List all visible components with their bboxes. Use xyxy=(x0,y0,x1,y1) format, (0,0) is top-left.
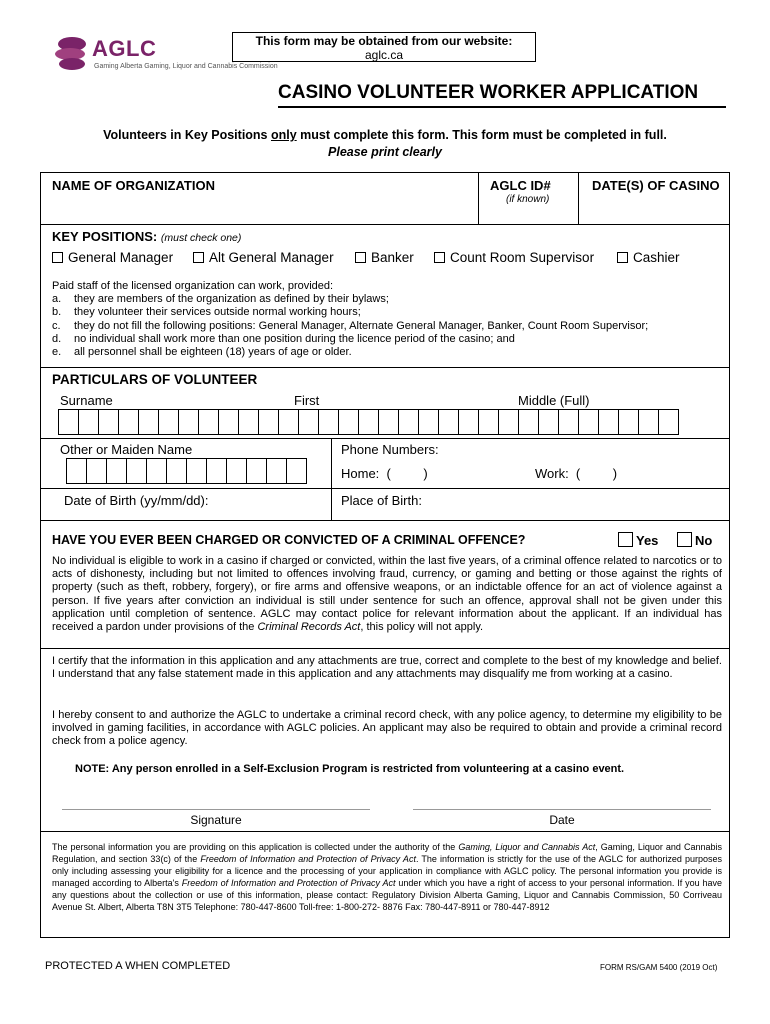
char-box[interactable] xyxy=(218,409,239,435)
signature-field[interactable] xyxy=(62,790,370,808)
char-box[interactable] xyxy=(246,458,267,484)
char-box[interactable] xyxy=(658,409,679,435)
char-box[interactable] xyxy=(178,409,199,435)
char-box[interactable] xyxy=(318,409,339,435)
volunteer-heading: PARTICULARS OF VOLUNTEER xyxy=(52,372,258,387)
kp-general-manager[interactable]: General Manager xyxy=(52,250,173,265)
pob-field[interactable]: Place of Birth: xyxy=(341,493,422,508)
kp-banker[interactable]: Banker xyxy=(355,250,414,265)
char-box[interactable] xyxy=(266,458,287,484)
char-box[interactable] xyxy=(438,409,459,435)
list-item: b. they volunteer their services outside normal working hours; xyxy=(52,306,361,319)
website-box xyxy=(232,32,536,62)
checkbox-icon[interactable] xyxy=(617,252,628,263)
form-number: FORM RS/GAM 5400 (2019 Oct) xyxy=(600,963,718,972)
char-box[interactable] xyxy=(538,409,559,435)
work-phone-field[interactable]: Work: ( ) xyxy=(535,466,618,481)
char-box[interactable] xyxy=(166,458,187,484)
list-item: c. they do not fill the following positions: General Manager, Alternate General Manager, Banker, Count Room Supervisor; xyxy=(52,319,649,332)
char-box[interactable] xyxy=(58,409,79,435)
first-label: First xyxy=(294,393,320,408)
char-box[interactable] xyxy=(638,409,659,435)
char-box[interactable] xyxy=(258,409,279,435)
list-item: d. no individual shall work more than one position during the licence period of the casino; and xyxy=(52,332,515,345)
char-box[interactable] xyxy=(98,409,119,435)
brand-name: AGLC xyxy=(92,36,157,61)
char-box[interactable] xyxy=(286,458,307,484)
char-box[interactable] xyxy=(226,458,247,484)
char-box[interactable] xyxy=(578,409,599,435)
instructions: Volunteers in Key Positions only must complete this form. This form must be completed in full. Please print clearly xyxy=(40,127,730,161)
char-box[interactable] xyxy=(146,458,167,484)
char-box[interactable] xyxy=(618,409,639,435)
dob-field[interactable]: Date of Birth (yy/mm/dd): xyxy=(64,493,209,508)
char-box[interactable] xyxy=(478,409,499,435)
website-line1: This form may be obtained from our website: xyxy=(255,34,513,48)
privacy-notice: The personal information you are providing on this application is collected under the authority of the Gaming, Liquor and Cannabis Act, Gaming, Liquor and Cannabis Regulation, and section 33(c) of the Freedom of Information and Protection of Privacy Act. The information is strictly for the use of the AGLC for authorized purposes only including assessing your eligibility for a licence and the processing of your application in compliance with AGLC policy. The personal information you provide is managed according to Alberta's Freedom of Information and Protection of Privacy Act under which you have a right of access to your personal information. If you have any questions about the collection or use of this information, please contact: Regulatory Division Alberta Gaming, Liquor and Cannabis Commission, 50 Corriveau Avenue St. Albert, Alberta T8N 3T5 Telephone: 780-447-8600 Toll-free: 1-800-272- 8876 Fax: 780-447-8911 or 780-447-8912 xyxy=(52,842,723,912)
casino-dates-label: DATE(S) OF CASINO xyxy=(592,178,720,193)
print-clearly: Please print clearly xyxy=(328,145,442,159)
checkbox-icon[interactable] xyxy=(677,532,692,547)
certify-text: I certify that the information in this application and any attachments are true, correct and complete to the best of my knowledge and belief. I understand that any false statement made in this application and any attachments may disqualify me from working at a casino. xyxy=(52,655,722,681)
aglc-id-hint: (if known) xyxy=(506,194,550,205)
name-input-boxes[interactable] xyxy=(58,409,678,435)
char-box[interactable] xyxy=(106,458,127,484)
home-phone-field[interactable]: Home: ( ) xyxy=(341,466,428,481)
date-field[interactable] xyxy=(413,790,711,808)
char-box[interactable] xyxy=(126,458,147,484)
checkbox-icon[interactable] xyxy=(355,252,366,263)
checkbox-icon[interactable] xyxy=(618,532,633,547)
checkbox-icon[interactable] xyxy=(193,252,204,263)
surname-label: Surname xyxy=(60,393,113,408)
brand-tagline: Gaming Alberta Gaming, Liquor and Cannabis Commission xyxy=(94,63,278,70)
char-box[interactable] xyxy=(138,409,159,435)
kp-count-room-supervisor[interactable]: Count Room Supervisor xyxy=(434,250,594,265)
list-item: a. they are members of the organization as defined by their bylaws; xyxy=(52,293,389,306)
char-box[interactable] xyxy=(238,409,259,435)
signature-label: Signature xyxy=(190,813,242,827)
other-name-input-boxes[interactable] xyxy=(66,458,306,484)
consent-text: I hereby consent to and authorize the AGLC to undertake a criminal record check, with any police agency, to determine my eligibility to be involved in gaming facilities, in accordance with AGLC policies. An applicant may also be required to obtain and provide a criminal record check from a police agency. xyxy=(52,709,722,748)
char-box[interactable] xyxy=(158,409,179,435)
char-box[interactable] xyxy=(598,409,619,435)
char-box[interactable] xyxy=(198,409,219,435)
char-box[interactable] xyxy=(186,458,207,484)
char-box[interactable] xyxy=(398,409,419,435)
char-box[interactable] xyxy=(298,409,319,435)
list-item: e. all personnel shall be eighteen (18) years of age or older. xyxy=(52,346,352,359)
form-title: CASINO VOLUNTEER WORKER APPLICATION xyxy=(278,82,726,108)
conditions-list xyxy=(52,280,722,359)
website-url[interactable]: aglc.ca xyxy=(364,48,404,62)
checkbox-icon[interactable] xyxy=(434,252,445,263)
char-box[interactable] xyxy=(78,409,99,435)
kp-cashier[interactable]: Cashier xyxy=(617,250,680,265)
char-box[interactable] xyxy=(518,409,539,435)
char-box[interactable] xyxy=(458,409,479,435)
char-box[interactable] xyxy=(206,458,227,484)
char-box[interactable] xyxy=(118,409,139,435)
aglc-id-field[interactable] xyxy=(482,206,574,222)
criminal-question: HAVE YOU EVER BEEN CHARGED OR CONVICTED OF A CRIMINAL OFFENCE? xyxy=(52,533,526,547)
self-exclusion-note: NOTE: Any person enrolled in a Self-Exclusion Program is restricted from volunteering at a casino event. xyxy=(75,763,625,775)
char-box[interactable] xyxy=(278,409,299,435)
char-box[interactable] xyxy=(378,409,399,435)
middle-label: Middle (Full) xyxy=(518,393,590,408)
checkbox-icon[interactable] xyxy=(52,252,63,263)
kp-alt-general-manager[interactable]: Alt General Manager xyxy=(193,250,334,265)
org-name-field[interactable] xyxy=(54,196,474,220)
criminal-yes-option[interactable]: Yes xyxy=(618,532,658,548)
key-positions-heading: KEY POSITIONS: (must check one) xyxy=(52,229,242,244)
char-box[interactable] xyxy=(358,409,379,435)
aglc-id-label: AGLC ID# xyxy=(490,178,551,193)
criminal-policy-text: No individual is eligible to work in a casino if charged or convicted, within the last five years, of a criminal offence related to narcotics or to acts of dishonesty, including but not limited to offences involving fraud, currency, or gaming and betting or those against the rights of property (such as theft, robbery, forgery), or fire arms and offensive weapons, or an indictable offence for an act of violence against a person. If five years after conviction an individual is still under sentence for such an offence, approval shall not be given under this application until completion of sentence. AGLC may contact police for relevant information about the applicant. If an individual has received a pardon under provisions of the Criminal Records Act, this policy will not apply. xyxy=(52,555,722,634)
other-name-label: Other or Maiden Name xyxy=(60,442,193,457)
char-box[interactable] xyxy=(66,458,87,484)
org-name-label: NAME OF ORGANIZATION xyxy=(52,178,215,193)
char-box[interactable] xyxy=(558,409,579,435)
footer-protected: PROTECTED A WHEN COMPLETED xyxy=(45,960,231,972)
criminal-no-option[interactable]: No xyxy=(677,532,712,548)
casino-dates-field[interactable] xyxy=(582,196,726,220)
char-box[interactable] xyxy=(86,458,107,484)
char-box[interactable] xyxy=(418,409,439,435)
conditions-intro: Paid staff of the licensed organization can work, provided: xyxy=(52,280,334,292)
phone-label: Phone Numbers: xyxy=(341,442,439,457)
char-box[interactable] xyxy=(338,409,359,435)
date-label: Date xyxy=(549,813,575,827)
char-box[interactable] xyxy=(498,409,519,435)
